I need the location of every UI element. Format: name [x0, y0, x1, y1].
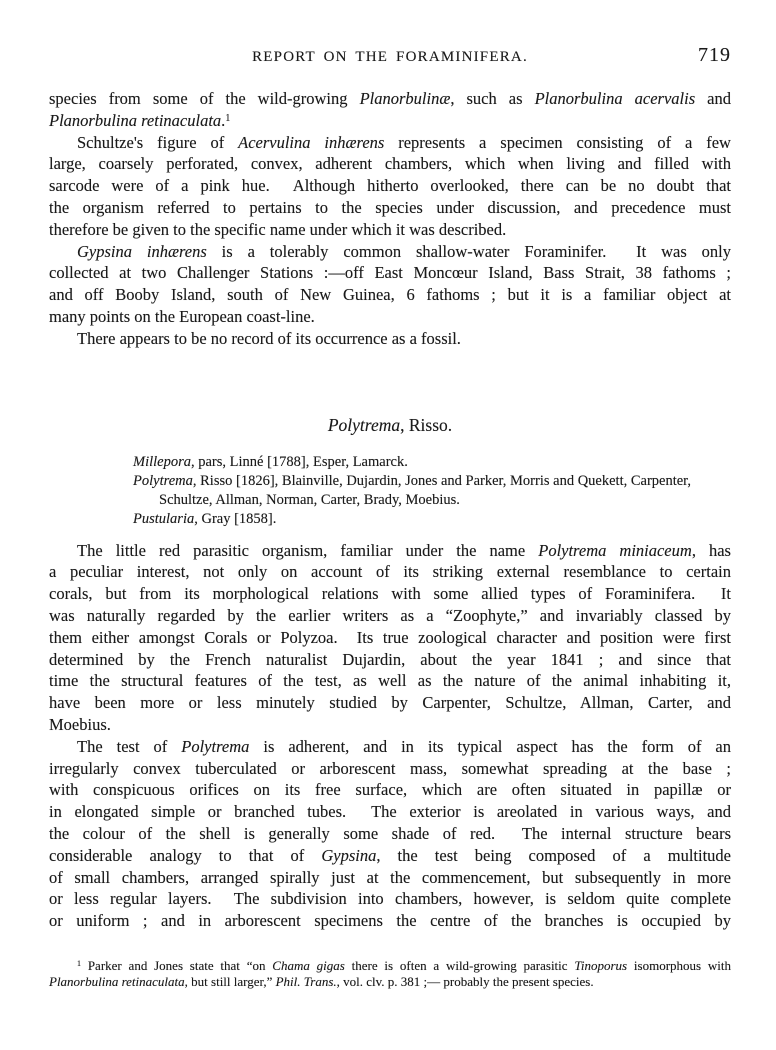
- text-line: [49, 692, 731, 714]
- text-line: [49, 801, 731, 823]
- text-line: [49, 540, 731, 562]
- paragraph: [49, 241, 731, 328]
- synonymy-line: [49, 510, 731, 529]
- paragraph: [49, 736, 731, 932]
- text-run: There appears to be no record of its occurrence as a fossil.: [77, 328, 461, 348]
- text-run: , such as: [450, 89, 535, 108]
- text-line: [49, 110, 731, 132]
- text-line: [49, 736, 731, 758]
- text-run: many points on the European coast-line.: [49, 306, 315, 326]
- text-run: determined by the French naturalist Dujardin, about the year 1841 ; and since that: [49, 649, 731, 669]
- text-run: a peculiar interest, not only on account of its striking external resemblance to certain: [49, 562, 731, 582]
- italic-text-run: Phil. Trans.: [275, 973, 337, 989]
- text-line: [49, 284, 731, 306]
- text-run: collected at two Challenger Stations :—off East Moncœur Island, Bass Strait, 38 fathoms ;: [49, 263, 731, 283]
- text-run: The little red parasitic organism, familiar under the name: [77, 540, 539, 560]
- italic-text-run: Gypsina: [321, 845, 377, 865]
- italic-text-run: Chama gigas: [272, 957, 345, 973]
- text-line: [49, 627, 731, 649]
- text-run: species from some of the wild-growing: [49, 89, 360, 108]
- text-run: represents a specimen consisting of a few: [384, 132, 731, 152]
- paragraph: [49, 88, 731, 132]
- text-run: Parker and Jones state that “on: [81, 957, 273, 973]
- text-line: [49, 670, 731, 692]
- italic-text-run: Acervulina inhærens: [238, 132, 385, 152]
- text-run: considerable analogy to that of: [49, 845, 322, 865]
- text-line: [49, 262, 731, 284]
- text-line: [49, 153, 731, 175]
- synonymy: [49, 453, 731, 529]
- footnote-line: [49, 974, 731, 990]
- text-line: [49, 867, 731, 889]
- text-run: sarcode were of a pink hue. Although hitherto overlooked, there can be no doubt that: [49, 176, 731, 196]
- text-run: Schultze, Allman, Norman, Carter, Brady, Moebius.: [159, 491, 460, 508]
- text-run: , but still larger,”: [184, 973, 276, 989]
- italic-text-run: Tinoporus: [574, 957, 628, 973]
- text-run: therefore be given to the specific name under which it was described.: [49, 219, 507, 239]
- text-run: the organism referred to pertains to the species under discussion, and precedence must: [49, 197, 731, 217]
- italic-text-run: Millepora: [133, 453, 191, 470]
- text-run: , has: [691, 540, 731, 560]
- footnote-reference: 1: [225, 113, 231, 125]
- text-run: Moebius.: [49, 714, 111, 734]
- italic-text-run: Polytrema miniaceum: [538, 540, 692, 560]
- text-run: irregularly convex tuberculated or arborescent mass, somewhat spreading at the base ;: [49, 758, 731, 778]
- italic-text-run: Polytrema: [181, 736, 250, 756]
- text-run: time the structural features of the test, as well as the nature of the animal inhabiting it,: [49, 671, 731, 691]
- text-line: [49, 583, 731, 605]
- italic-text-run: Planorbulinæ: [359, 89, 451, 108]
- text-run: or less regular layers. The subdivision into chambers, however, is seldom quite complete: [49, 889, 731, 909]
- footnote-reference: 1: [77, 959, 82, 969]
- italic-text-run: Pustularia: [133, 510, 195, 527]
- footnote-line: [49, 958, 731, 974]
- text-line: [49, 845, 731, 867]
- text-run: isomorphous with: [627, 957, 731, 973]
- synonymy-line: [49, 491, 731, 510]
- text-run: with conspicuous orifices on its free surface, which are often situated in papillæ or: [49, 780, 731, 800]
- text-run: , Gray [1858].: [194, 510, 277, 527]
- synonymy-line: [49, 453, 731, 472]
- text-run: there is often a wild-growing parasitic: [344, 957, 575, 973]
- text-run: , pars, Linné [1788], Esper, Lamarck.: [191, 453, 408, 470]
- text-run: is adherent, and in its typical aspect has the form of an: [249, 736, 731, 756]
- text-line: [49, 328, 731, 350]
- italic-text-run: Polytrema: [327, 414, 401, 435]
- text-line: [49, 888, 731, 910]
- text-line: [49, 714, 731, 736]
- paragraph: [49, 132, 731, 241]
- text-line: [49, 823, 731, 845]
- page-number: 719: [698, 44, 731, 66]
- text-run: and off Booby Island, south of New Guinea, 6 fathoms ; but it is a familiar object at: [49, 285, 731, 305]
- text-line: [49, 132, 731, 154]
- text-run: is a tolerably common shallow-water Foraminifer. It was only: [206, 241, 731, 261]
- text-run: .: [221, 110, 226, 130]
- italic-text-run: Planorbulina retinaculata: [49, 973, 185, 989]
- text-line: [49, 241, 731, 263]
- paragraph: [49, 540, 731, 736]
- text-run: , the test being composed of a multitude: [376, 845, 731, 865]
- text-run: large, coarsely perforated, convex, adherent chambers, which when living and filled with: [49, 154, 731, 174]
- text-run: , Risso.: [400, 414, 453, 435]
- italic-text-run: Planorbulina retinaculata: [49, 110, 222, 130]
- text-line: [49, 219, 731, 241]
- text-run: and: [695, 89, 731, 108]
- paragraph: [49, 328, 731, 350]
- text-line: [49, 649, 731, 671]
- text-line: [49, 175, 731, 197]
- text-run: or uniform ; and in arborescent specimens the centre of the branches is occupied by: [49, 911, 731, 931]
- text-line: [49, 306, 731, 328]
- running-head: [49, 44, 731, 67]
- italic-text-run: Planorbulina acervalis: [534, 89, 696, 108]
- text-line: [49, 605, 731, 627]
- text-line: [49, 197, 731, 219]
- page-body: [49, 88, 731, 989]
- page-title: REPORT ON THE FORAMINIFERA.: [252, 49, 528, 65]
- text-run: have been more or less minutely studied by Carpenter, Schultze, Allman, Carter, and: [49, 693, 731, 713]
- section-heading: [49, 413, 731, 437]
- text-run: Schultze's figure of: [77, 132, 239, 152]
- text-line: [49, 758, 731, 780]
- text-run: , vol. clv. p. 381 ;— probably the present species.: [336, 973, 594, 989]
- text-run: , Risso [1826], Blainville, Dujardin, Jones and Parker, Morris and Quekett, Carpenter,: [192, 472, 692, 489]
- synonymy-line: [49, 472, 731, 491]
- footnote: [49, 958, 731, 989]
- text-run: The test of: [77, 736, 182, 756]
- italic-text-run: Gypsina inhærens: [77, 241, 207, 261]
- text-run: of small chambers, arranged spirally just at the commencement, but subsequently in more: [49, 867, 731, 887]
- text-line: [49, 88, 731, 110]
- text-line: [49, 910, 731, 932]
- text-run: in elongated simple or branched tubes. The exterior is areolated in various ways, and: [49, 802, 731, 822]
- text-run: them either amongst Corals or Polyzoa. Its true zoological character and position were first: [49, 627, 731, 647]
- text-run: corals, but from its morphological relations with some allied types of Foraminifera. It: [49, 584, 731, 604]
- italic-text-run: Polytrema: [133, 472, 193, 489]
- text-line: [49, 779, 731, 801]
- text-run: was naturally regarded by the earlier writers as a “Zoophyte,” and invariably classed by: [49, 605, 731, 625]
- text-line: [49, 561, 731, 583]
- text-run: the colour of the shell is generally some shade of red. The internal structure bears: [49, 823, 731, 843]
